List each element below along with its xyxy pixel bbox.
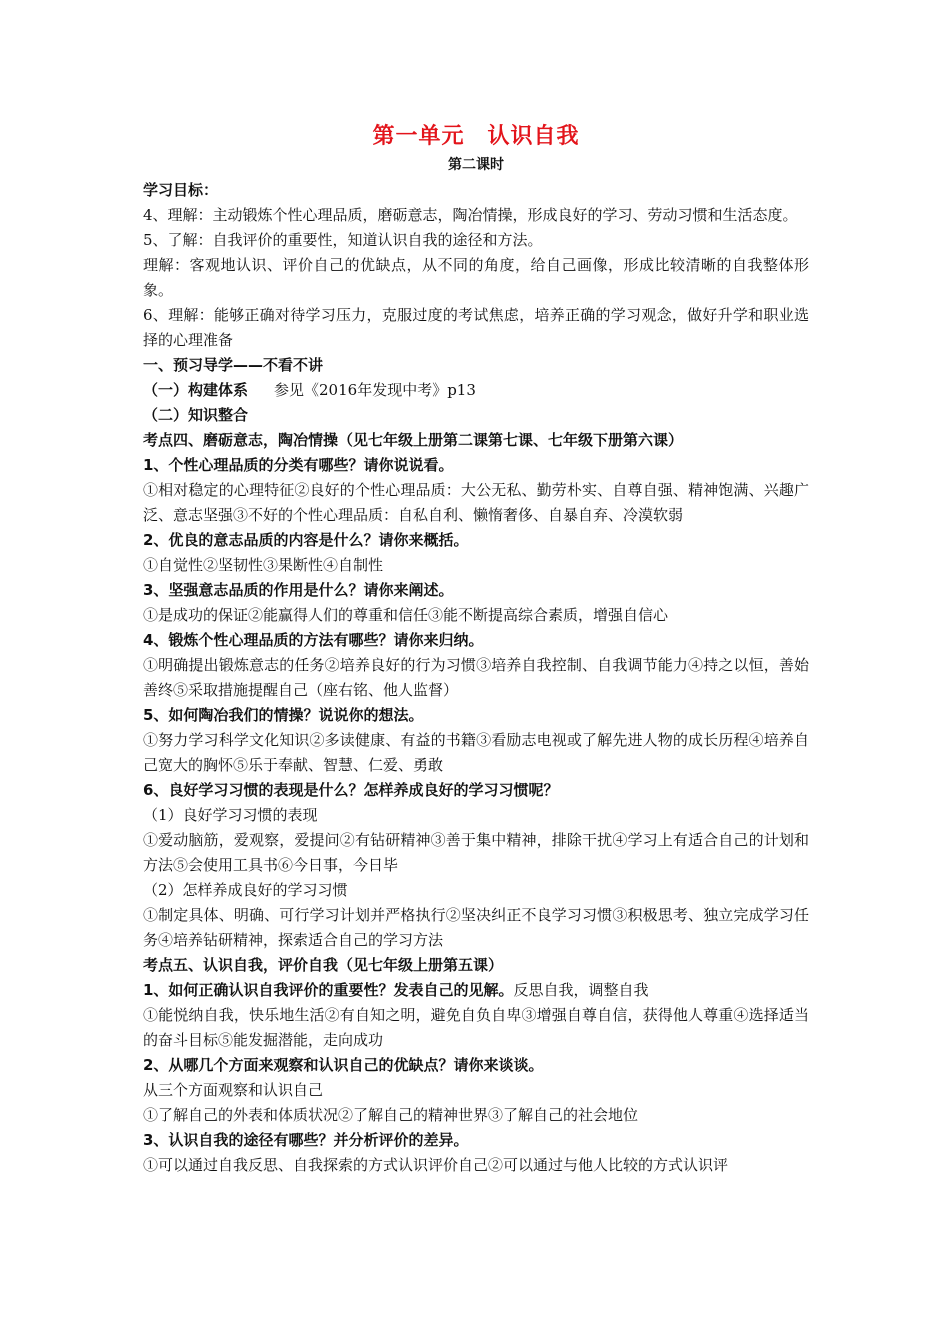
question-6: 6、良好学习习惯的表现是什么？怎样养成良好的学习习惯呢？ [143, 781, 559, 799]
answer-3: ①是成功的保证②能赢得人们的尊重和信任③能不断提高综合素质，增强自信心 [143, 606, 669, 624]
question-5: 5、如何陶冶我们的情操？说说你的想法。 [143, 706, 424, 724]
section-heading-preview: 一、预习导学——不看不讲 [143, 356, 324, 374]
objective-5-comprehend: 理解：客观地认识、评价自己的优缺点，从不同的角度，给自己画像，形成比较清晰的自我整体形象。 [143, 256, 809, 299]
key-point-5: 考点五、认识自我，评价自我（见七年级上册第五课） [143, 956, 504, 974]
objective-5-understand: 5、了解：自我评价的重要性，知道认识自我的途径和方法。 [143, 231, 543, 249]
question-6-part-2: （2）怎样养成良好的学习习惯 [143, 881, 348, 899]
question-3: 3、坚强意志品质的作用是什么？请你来阐述。 [143, 581, 454, 599]
question-1: 1、个性心理品质的分类有哪些？请你说说看。 [143, 456, 454, 474]
question-2: 2、优良的意志品质的内容是什么？请你来概括。 [143, 531, 469, 549]
question-7-note: 反思自我，调整自我 [513, 981, 649, 999]
question-7-text: 1、如何正确认识自我评价的重要性？发表自己的见解。 [143, 981, 514, 999]
document-title: 第一单元 认识自我 [372, 124, 580, 149]
objectives-label: 学习目标： [143, 181, 219, 199]
question-7 [143, 978, 809, 1003]
answer-9: ①可以通过自我反思、自我探索的方式认识评价自己②可以通过与他人比较的方式认识评 [143, 1156, 729, 1174]
answer-4: ①明确提出锻炼意志的任务②培养良好的行为习惯③培养自我控制、自我调节能力④持之以恒，善始善终⑤采取措施提醒自己（座右铭、他人监督） [143, 656, 809, 699]
subsection-knowledge: （二）知识整合 [143, 406, 249, 424]
document-subtitle: 第二课时 [448, 157, 504, 173]
question-8: 2、从哪几个方面来观察和认识自己的优缺点？请你来谈谈。 [143, 1056, 544, 1074]
answer-5: ①努力学习科学文化知识②多读健康、有益的书籍③看励志电视或了解先进人物的成长历程④培养自己宽大的胸怀⑤乐于奉献、智慧、仁爱、勇敢 [143, 731, 809, 774]
subsection-build-system [143, 378, 809, 403]
answer-8: ①了解自己的外表和体质状况②了解自己的精神世界③了解自己的社会地位 [143, 1106, 639, 1124]
document-body [143, 178, 809, 1178]
answer-6-part-1: ①爱动脑筋，爱观察，爱提问②有钻研精神③善于集中精神，排除干扰④学习上有适合自己的计划和方法⑤会使用工具书⑥今日事，今日毕 [143, 831, 809, 874]
question-6-part-1: （1）良好学习习惯的表现 [143, 806, 318, 824]
answer-1: ①相对稳定的心理特征②良好的个性心理品质：大公无私、勤劳朴实、自尊自强、精神饱满、兴趣广泛、意志坚强③不好的个性心理品质：自私自利、懒惰奢侈、自暴自弃、冷漠软弱 [143, 481, 809, 524]
answer-6-part-2: ①制定具体、明确、可行学习计划并严格执行②坚决纠正不良学习习惯③积极思考、独立完成学习任务④培养钻研精神，探索适合自己的学习方法 [143, 906, 809, 949]
question-4: 4、锻炼个性心理品质的方法有哪些？请你来归纳。 [143, 631, 484, 649]
subsection-label: （一）构建体系 [143, 381, 249, 399]
answer-8-intro: 从三个方面观察和认识自己 [143, 1081, 324, 1099]
question-9: 3、认识自我的途径有哪些？并分析评价的差异。 [143, 1131, 469, 1149]
answer-7: ①能悦纳自我，快乐地生活②有自知之明，避免自负自卑③增强自尊自信，获得他人尊重④选择适当的奋斗目标⑤能发掘潜能，走向成功 [143, 1006, 809, 1049]
objective-4: 4、理解：主动锻炼个性心理品质，磨砺意志，陶冶情操，形成良好的学习、劳动习惯和生活态度。 [143, 206, 798, 224]
objective-6: 6、理解：能够正确对待学习压力，克服过度的考试焦虑，培养正确的学习观念，做好升学和职业选择的心理准备 [143, 306, 809, 349]
key-point-4: 考点四、磨砺意志，陶冶情操（见七年级上册第二课第七课、七年级下册第六课） [143, 431, 684, 449]
document-page [143, 120, 809, 1178]
answer-2: ①自觉性②坚韧性③果断性④自制性 [143, 556, 384, 574]
subsection-reference: 参见《2016年发现中考》p13 [274, 381, 476, 399]
